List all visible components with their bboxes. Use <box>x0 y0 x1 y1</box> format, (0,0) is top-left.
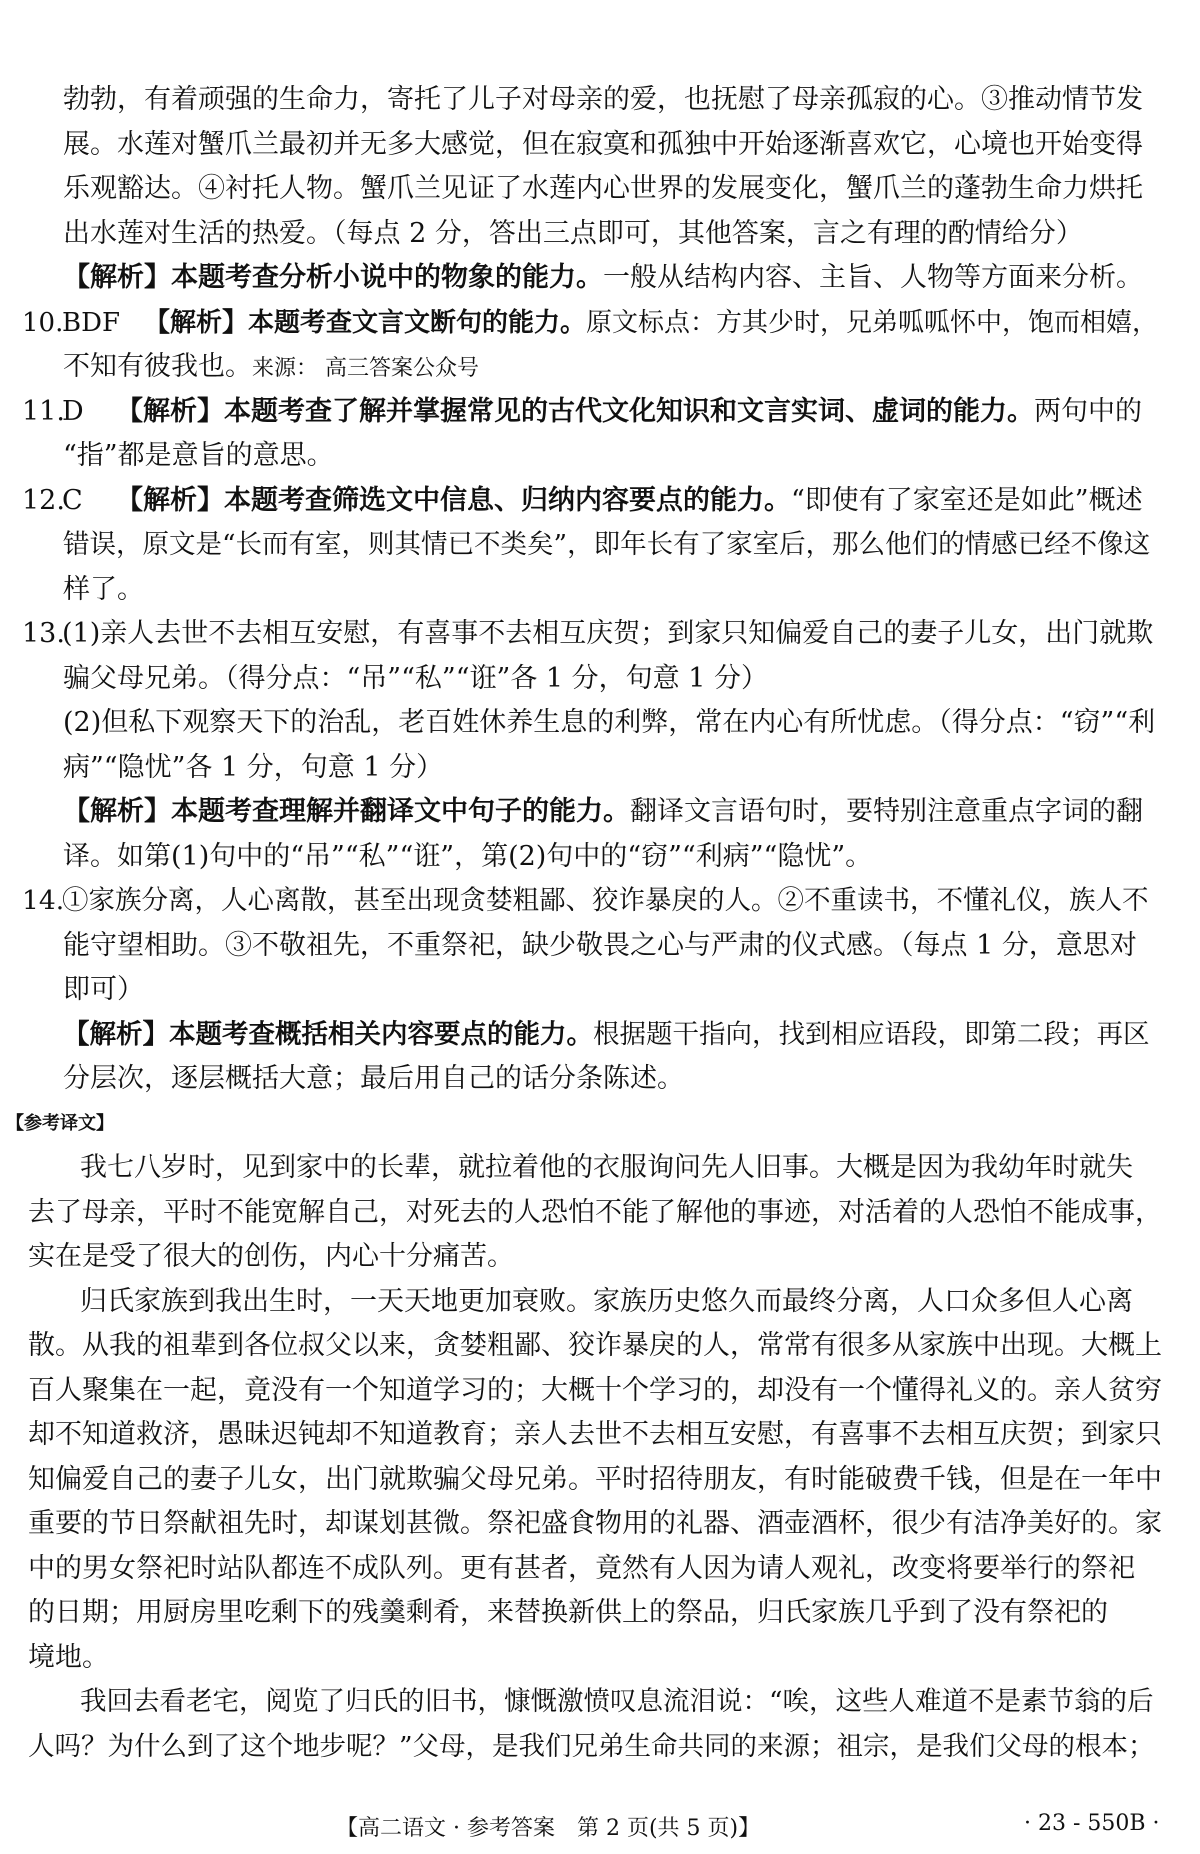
q11-line-1 <box>22 390 1162 435</box>
q14-answer-1: ①家族分离，人心离散，甚至出现贪婪粗鄙、狡诈暴戾的人。②不重读书，不懂礼仪，族人不 <box>62 885 1149 916</box>
q14-line-5: 分层次，逐层概括大意；最后用自己的话分条陈述。 <box>63 1063 684 1094</box>
translation-p1-line: 我七八岁时，见到家中的长辈，就拉着他的衣服询问先人旧事。大概是因为我幼年时就失 <box>80 1152 1133 1183</box>
translation-p1-line: 去了母亲，平时不能宽解自己，对死去的人恐怕不能了解他的事迹，对活着的人恐怕不能成事， <box>28 1196 1162 1228</box>
q13-line-3: (2)但私下观察天下的治乱，老百姓休养生息的利弊，常在内心有所忧虑。（得分点：“窃”“利 <box>63 707 1156 738</box>
q14-analysis-tag: 【解析】本题考查概括相关内容要点的能力。 <box>63 1018 593 1050</box>
translation-p2-line: 归氏家族到我出生时，一天天地更加衰败。家族历史悠久而最终分离，人口众多但人心离 <box>80 1285 1133 1317</box>
q10-number: 10. <box>22 307 64 338</box>
translation-p3-line: 人吗？为什么到了这个地步呢？”父母，是我们兄弟生命共同的来源；祖宗，是我们父母的根本； <box>28 1730 1155 1762</box>
q13-number: 13. <box>22 618 65 649</box>
q9-line-1: 勃勃，有着顽强的生命力，寄托了儿子对母亲的爱，也抚慰了母亲孤寂的心。③推动情节发 <box>63 84 1143 115</box>
q9-line-4: 出水莲对生活的热爱。（每点 2 分，答出三点即可，其他答案，言之有理的酌情给分） <box>63 217 1083 249</box>
footer-page-label: 【高二语文 · 参考答案 第 2 页(共 5 页)】 <box>336 1816 761 1841</box>
q11-analysis-text: 两句中的 <box>1034 395 1142 427</box>
q14-number: 14. <box>22 885 65 916</box>
q10-answer: BDF <box>62 307 120 338</box>
translation-p2-line: 知偏爱自己的妻子儿女，出门就欺骗父母兄弟。平时招待朋友，有时能破费千钱，但是在一年中 <box>28 1463 1162 1495</box>
q10-line-2 <box>22 345 1162 390</box>
q13-analysis-tag: 【解析】本题考查理解并翻译文中句子的能力。 <box>63 796 630 827</box>
q12-answer: C <box>62 484 83 516</box>
q12-line-1 <box>22 479 1162 524</box>
translation-p2-line: 中的男女祭祀时站队都连不成队列。更有甚者，竟然有人因为请人观礼，改变将要举行的祭祀 <box>28 1552 1135 1584</box>
q11-line-2: “指”都是意旨的意思。 <box>63 440 334 471</box>
q14-analysis <box>22 1013 1162 1058</box>
q9-analysis-tag: 【解析】本题考查分析小说中的物象的能力。 <box>63 262 603 293</box>
q12-line-3: 样了。 <box>63 573 144 605</box>
q14-line-1 <box>22 879 1162 924</box>
translation-p2-line: 重要的节日祭献祖先时，却谋划甚微。祭祀盛食物用的礼器、酒壶酒杯，很少有洁净美好的。家 <box>28 1508 1162 1539</box>
q12-number: 12. <box>22 484 65 516</box>
q10-quote-end: 不知有彼我也。 <box>63 351 252 382</box>
translation-p2-line: 的日期；用厨房里吃剩下的残羹剩肴，来替换新供上的祭品，归氏家族几乎到了没有祭祀的 <box>28 1597 1108 1628</box>
q13-analysis <box>22 790 1162 835</box>
page-footer <box>0 1811 1200 1847</box>
q9-line-3: 乐观豁达。④衬托人物。蟹爪兰见证了水莲内心世界的发展变化，蟹爪兰的蓬勃生命力烘托 <box>63 173 1143 204</box>
translation-p2-line: 境地。 <box>28 1641 109 1673</box>
q12-line-2: 错误，原文是“长而有室，则其情已不类矣”，即年长有了家室后，那么他们的情感已经不像这 <box>63 529 1151 560</box>
q13-line-6: 译。如第(1)句中的“吊”“私”“诳”，第(2)句中的“窃”“利病”“隐忧”。 <box>63 840 873 872</box>
translation-p2-line: 散。从我的祖辈到各位叔父以来，贪婪粗鄙、狡诈暴戾的人，常常有很多从家族中出现。大概上 <box>28 1330 1162 1361</box>
q13-line-4: 病”“隐忧”各 1 分，句意 1 分） <box>63 751 444 783</box>
q12-analysis-tag: 【解析】本题考查筛选文中信息、归纳内容要点的能力。 <box>116 484 791 516</box>
q12-analysis-text: “即使有了家室还是如此”概述 <box>791 484 1143 516</box>
q9-analysis-text: 一般从结构内容、主旨、人物等方面来分析。 <box>603 262 1143 293</box>
q9-line-2: 展。水莲对蟹爪兰最初并无多大感觉，但在寂寞和孤独中开始逐渐喜欢它，心境也开始变得 <box>63 128 1143 160</box>
q13-line-1 <box>22 612 1162 657</box>
translation-heading: 【参考译文】 <box>6 1112 114 1134</box>
q9-analysis <box>22 256 1162 301</box>
translation-p1-line: 实在是受了很大的创伤，内心十分痛苦。 <box>28 1241 514 1272</box>
q14-analysis-text: 根据题干指向，找到相应语段，即第二段；再区 <box>593 1018 1150 1050</box>
q13-answer-1: (1)亲人去世不去相互安慰，有喜事不去相互庆贺；到家只知偏爱自己的妻子儿女，出门就欺 <box>62 618 1154 649</box>
translation-p3-line: 我回去看老宅，阅览了归氏的旧书，慷慨激愤叹息流泪说：“唉，这些人难道不是素节翁的后 <box>80 1686 1154 1717</box>
q10-analysis-tag: 【解析】本题考查文言文断句的能力。 <box>144 307 587 338</box>
q10-source-note: 来源： 高三答案公众号 <box>252 356 479 381</box>
q11-answer: D <box>62 395 84 427</box>
q10-line-1 <box>22 301 1162 346</box>
q14-line-2: 能守望相助。③不敬祖先，不重祭祀，缺少敬畏之心与严肃的仪式感。（每点 1 分，意思对 <box>63 929 1137 961</box>
q13-analysis-text: 翻译文言语句时，要特别注意重点字词的翻 <box>630 796 1143 827</box>
footer-exam-code: · 23 - 550B · <box>1024 1811 1160 1836</box>
q11-number: 11. <box>22 395 65 427</box>
q10-analysis-text: 原文标点：方其少时，兄弟呱呱怀中，饱而相嬉， <box>586 307 1159 338</box>
q13-line-2: 骗父母兄弟。（得分点：“吊”“私”“诳”各 1 分，句意 1 分） <box>63 662 769 694</box>
translation-p2-line: 百人聚集在一起，竟没有一个知道学习的；大概十个学习的，却没有一个懂得礼义的。亲人贫穷 <box>28 1374 1162 1406</box>
q14-line-3: 即可） <box>63 974 144 1005</box>
translation-p2-line: 却不知道救济，愚昧迟钝却不知道教育；亲人去世不去相互安慰，有喜事不去相互庆贺；到家只 <box>28 1419 1162 1450</box>
answer-content <box>6 78 1162 1769</box>
q11-analysis-tag: 【解析】本题考查了解并掌握常见的古代文化知识和文言实词、虚词的能力。 <box>116 395 1034 427</box>
